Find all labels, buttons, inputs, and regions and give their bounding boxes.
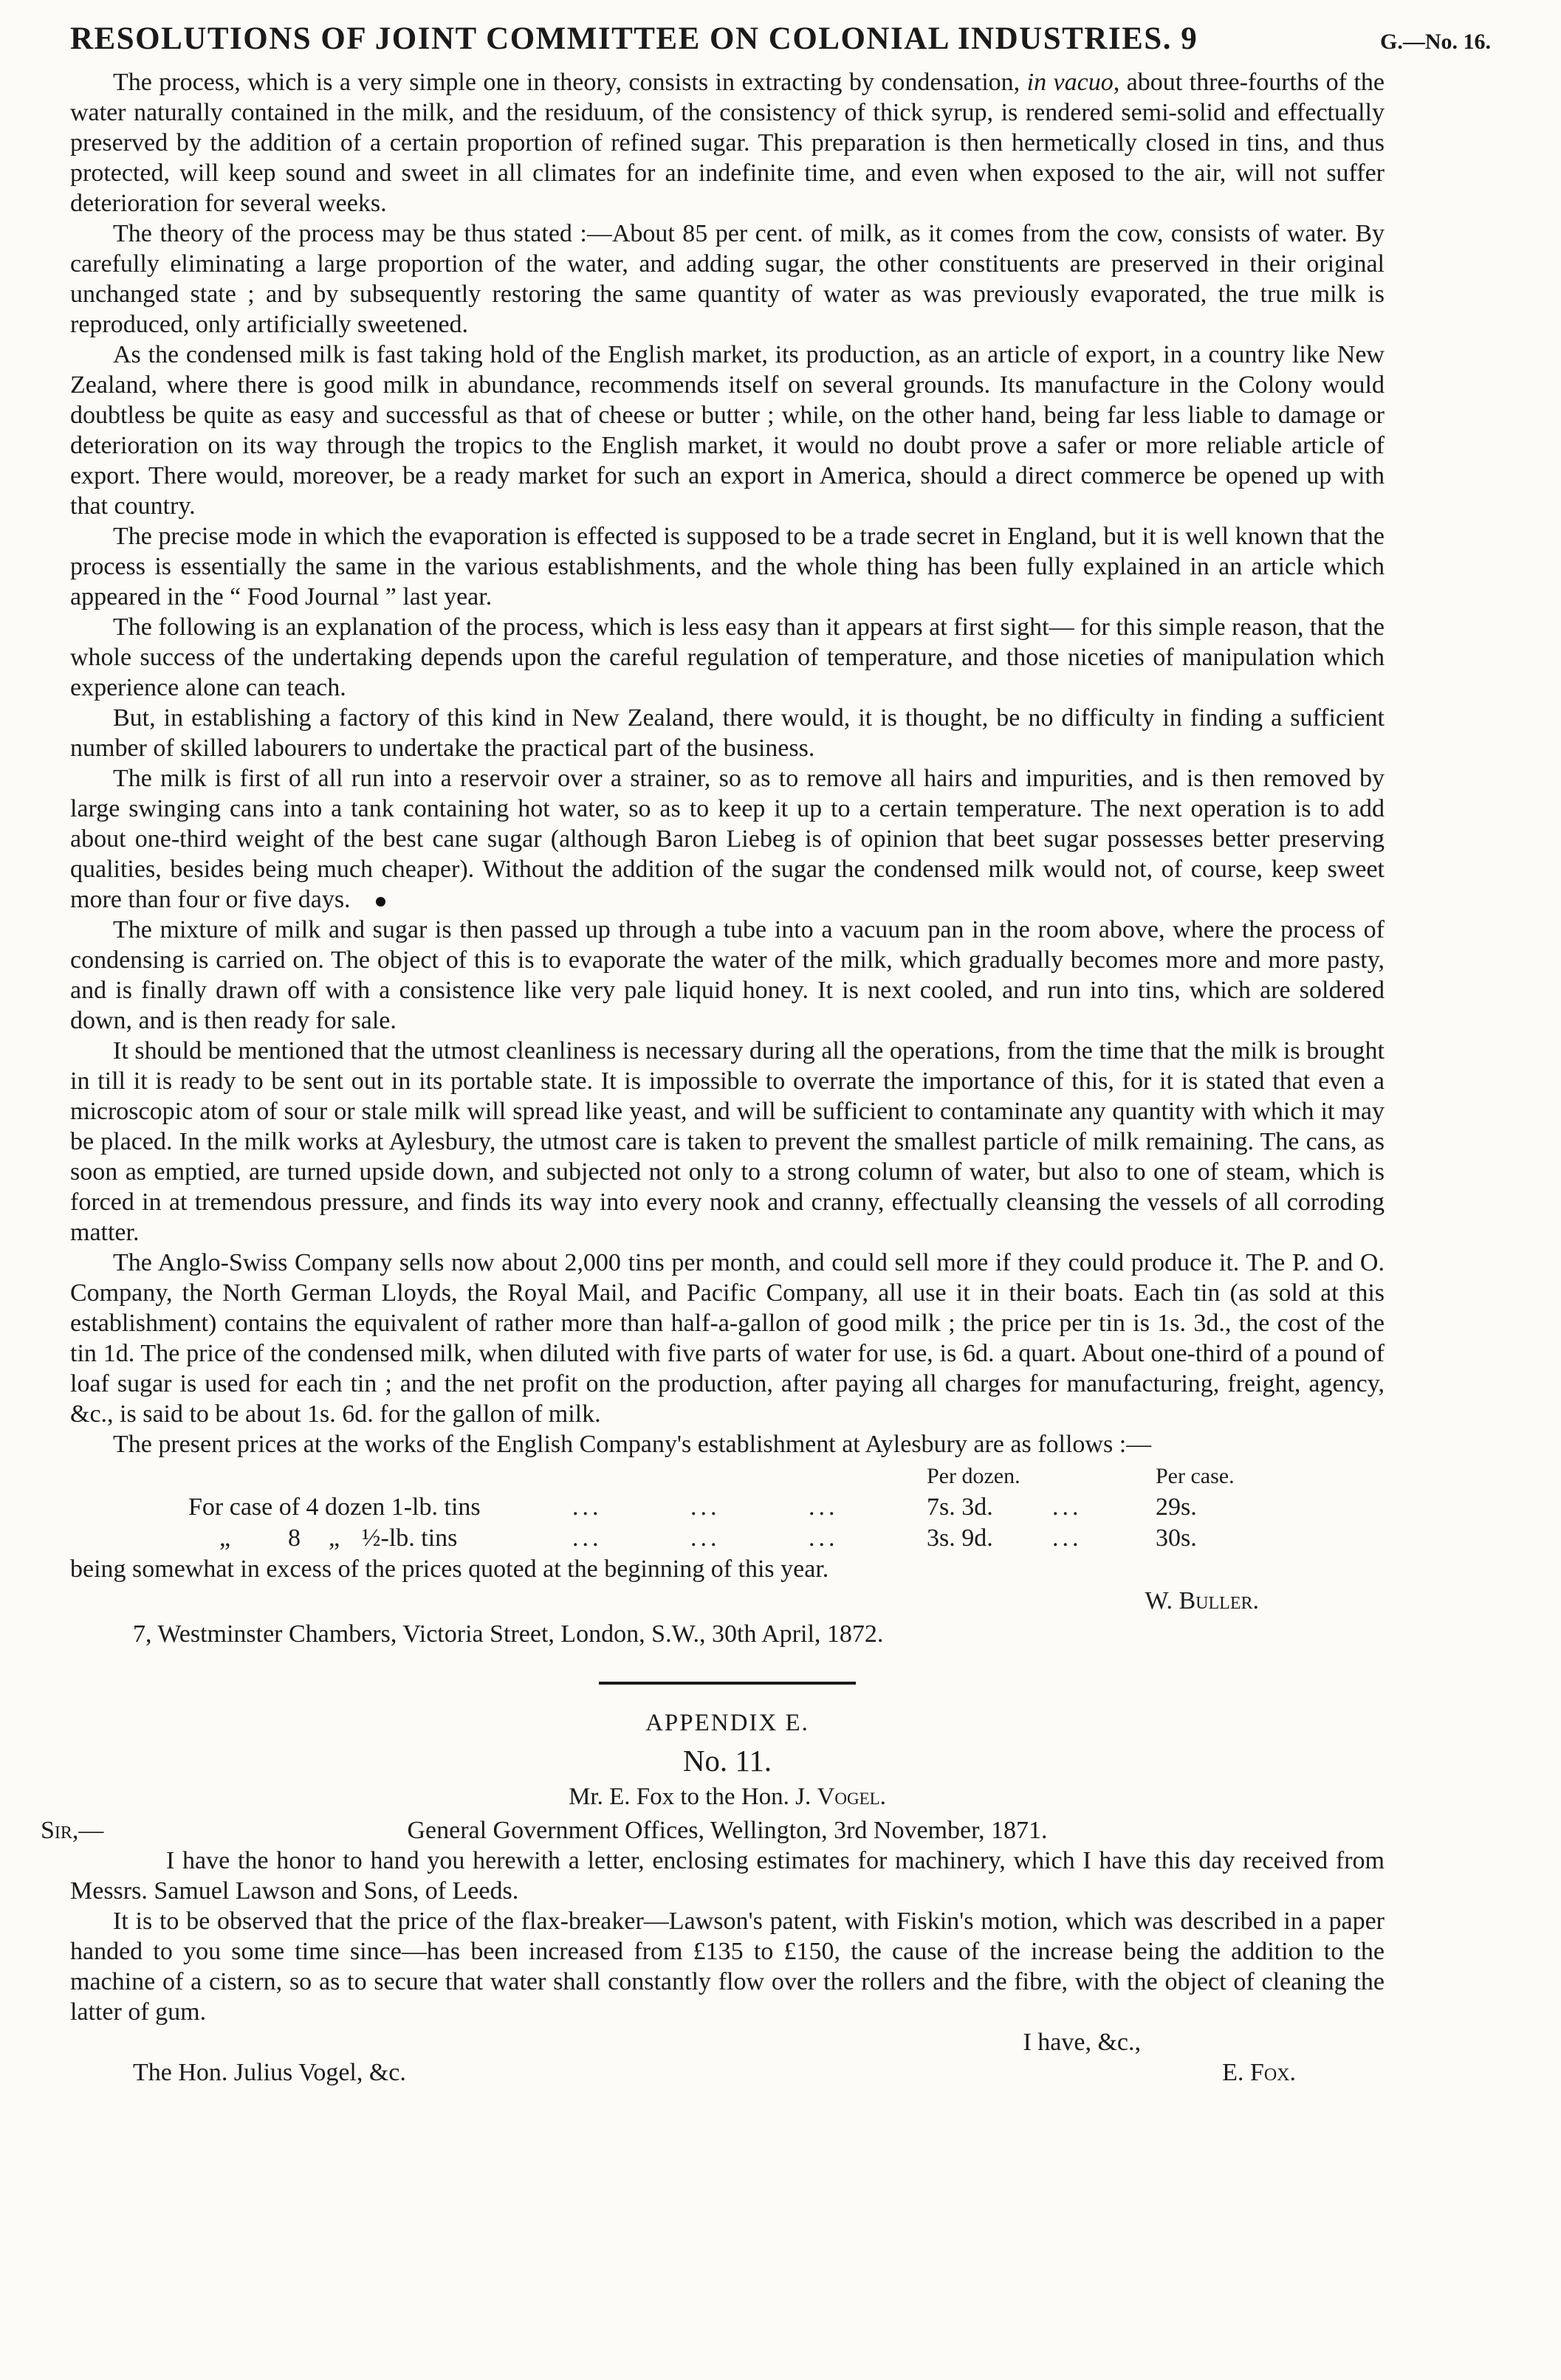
column-header-per-case: Per case. [1156,1464,1235,1488]
closing-row [70,2057,1385,2088]
report-paragraph-7 [70,763,1385,915]
price-table [188,1461,1385,1554]
appendix-subject-line [70,1782,1385,1812]
report-paragraph-5: The following is an explanation of the process, which is less easy than it appears at first sight— for this simple reason, that the whole success of the undertaking depends upon the careful regulation of temperature, and those niceties of manipulation which experience alone can teach. [70,613,1385,701]
paragraph-text: , about three-fourths of the water naturally contained in the milk, and the residuum, of the consistency of thick syrup, is rendered semi-solid and effectually preserved by the addition of a certain proportion of refined sugar. This preparation is then hermetically closed in tins, and thus protected, will keep sound and sweet in all climates for an indefinite time, and even when exposed to the air, will not suffer deterioration for several weeks. [70,69,1385,217]
page-title: RESOLUTIONS OF JOINT COMMITTEE ON COLONIAL INDUSTRIES. 9 [70,21,1198,56]
leader-dots: ... [809,1524,839,1552]
latin-phrase-italic: in vacuo [1026,69,1114,96]
price-per-dozen: 3s. 9d. [927,1524,993,1552]
price-table-row-1 [188,1492,1385,1523]
price-table-header-row [188,1461,1385,1492]
document-reference: G.—No. 16. [1380,30,1491,54]
report-body [41,67,1385,2088]
report-paragraph-10: The Anglo-Swiss Company sells now about 2,000 tins per month, and could sell more if they could produce it. The P. and O. Company, the North German Lloyds, the Royal Mail, and Pacific Company, all use it in their boats. Each tin (as sold at this establishment) contains the equivalent of rather more than half-a-gallon of good milk ; the price per tin is 1s. 3d., the cost of the tin 1d. The price of the condensed milk, when diluted with five parts of water for use, is 6d. a quart. About one-third of a pound of loaf sugar is used for each tin ; and the net profit on the production, after paying all charges for manufacturing, freight, agency, &c., is said to be about 1s. 6d. for the gallon of milk. [70,1249,1385,1428]
salutation-dateline-row [41,1815,1385,1846]
address-dateline: 7, Westminster Chambers, Victoria Street, London, S.W., 30th April, 1872. [133,1620,884,1648]
ditto-mark: „ [219,1524,231,1552]
report-signature: W. Buller. [1145,1587,1259,1614]
ink-spot-artifact [376,897,385,907]
valediction: I have, &c., [1023,2029,1141,2056]
appendix-heading: APPENDIX E. [645,1710,809,1736]
letter-paragraph-1: I have the honor to hand you herewith a letter, enclosing estimates for machinery, which I have this day received from Messrs. Samuel Lawson and Sons, of Leeds. [70,1847,1385,1905]
quantity: 8 [288,1524,301,1552]
paragraph-text: The process, which is a very simple one in theory, consists in extracting by condensation, [113,69,1027,96]
report-paragraph-9: It should be mentioned that the utmost cleanliness is necessary during all the operations, from the time that the milk is brought in till it is ready to be sent out in its portable state. It is impossible to overrate the importance of this, for it is stated that even a microscopic atom of sour or stale milk will spread like yeast, and will be sufficient to contaminate any quantity with which it may be placed. In the milk works at Aylesbury, the utmost care is taken to prevent the smallest particle of milk remaining. The cans, as soon as emptied, are turned upside down, and subjected not only to a strong column of water, but also to one of steam, which is forced in at tremendous pressure, and finds its way into every nook and cranny, effectually cleansing the vessels of all corroding matter. [70,1037,1385,1246]
row-label-text: ½-lb. tins [362,1524,458,1552]
subject-name-smallcaps: Vogel. [817,1784,886,1810]
report-paragraph-1 [70,67,1385,219]
report-paragraph-2: The theory of the process may be thus stated :—About 85 per cent. of milk, as it comes from the cow, consists of water. By carefully eliminating a large proportion of the water, and adding sugar, the other constituents are preserved in their original unchanged state ; and by subsequently restoring the same quantity of water as was previously evaporated, the true milk is reproduced, only artificially sweetened. [70,220,1385,338]
section-divider-rule [599,1682,856,1685]
letter-paragraph-2: It is to be observed that the price of the flax-breaker—Lawson's patent, with Fiskin's motion, which was described in a paper handed to you some time since—has been increased from £135 to £150, the cause of the increase being the addition to the machine of a cistern, so as to secure that water shall constantly flow over the rollers and the fibre, with the object of cleaning the latter of gum. [70,1908,1385,2026]
subject-text: Mr. E. Fox to the Hon. J. [569,1784,817,1810]
leader-dots: ... [1052,1493,1083,1521]
letter-addressee: The Hon. Julius Vogel, &c. [133,2059,406,2086]
leader-dots: ... [572,1493,603,1521]
leader-dots: ... [690,1524,721,1552]
ditto-mark: „ [329,1524,340,1552]
report-paragraph-6: But, in establishing a factory of this kind in New Zealand, there would, it is thought, be no difficulty in finding a sufficient number of skilled labourers to undertake the practical part of the business. [70,704,1385,762]
price-note: being somewhat in excess of the prices quoted at the beginning of this year. [70,1555,829,1583]
report-paragraph-8: The mixture of milk and sugar is then passed up through a tube into a vacuum pan in the room above, where the process of condensing is carried on. The object of this is to evaporate the water of the milk, which gradually becomes more and more pasty, and is finally drawn off with a consistence like very pale liquid honey. It is next cooled, and run into tins, which are soldered down, and is then ready for sale. [70,916,1385,1034]
price-per-dozen: 7s. 3d. [927,1493,993,1521]
leader-dots: ... [572,1524,603,1552]
appendix-number: No. 11. [682,1744,772,1778]
salutation: Sir,— [41,1817,104,1844]
leader-dots: ... [809,1493,839,1521]
letter-signature: E. Fox. [1222,2059,1296,2086]
leader-dots: ... [690,1493,721,1521]
paragraph-text: The milk is first of all run into a reservoir over a strainer, so as to remove all hairs and impurities, and is then removed by large swinging cans into a tank containing hot water, so as to keep it up to a certain temperature. The next operation is to add about one-third weight of the best cane sugar (although Baron Liebeg is of opinion that beet sugar possesses better preserving qualities, besides being much cheaper). Without the addition of the sugar the condensed milk would not, of course, keep sweet more than four or five days. [70,765,1385,913]
price-per-case: 29s. [1156,1493,1197,1521]
letter-dateline: General Government Offices, Wellington, 3rd November, 1871. [407,1817,1048,1844]
price-table-row-2 [188,1523,1385,1554]
report-paragraph-3: As the condensed milk is fast taking hold of the English market, its production, as an article of export, in a country like New Zealand, where there is good milk in abundance, recommends itself on several grounds. Its manufacture in the Colony would doubtless be quite as easy and successful as that of cheese or butter ; while, on the other hand, being far less liable to damage or deterioration on its way through the tropics to the English market, it would no doubt prove a safer or more reliable article of export. There would, moreover, be a ready market for such an export in America, should a direct commerce be opened up with that country. [70,341,1385,520]
report-paragraph-4: The precise mode in which the evaporation is effected is supposed to be a trade secret in England, but it is well known that the process is essentially the same in the various establishments, and the whole thing has been fully explained in an article which appeared in the “ Food Journal ” last year. [70,523,1385,611]
column-header-per-dozen: Per dozen. [927,1464,1020,1488]
page-header [70,21,1491,57]
leader-dots: ... [1052,1524,1083,1552]
row-label: For case of 4 dozen 1-lb. tins [188,1493,481,1521]
price-per-case: 30s. [1156,1524,1197,1552]
prices-intro-paragraph: The present prices at the works of the English Company's establishment at Aylesbury are as follows :— [113,1431,1152,1458]
row-label [188,1523,572,1554]
